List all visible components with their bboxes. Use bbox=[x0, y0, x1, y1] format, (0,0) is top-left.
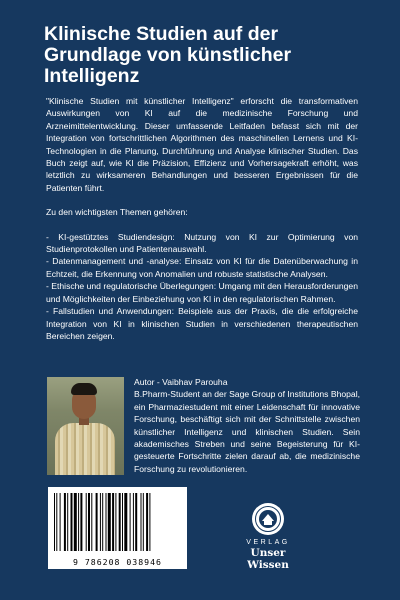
author-section bbox=[134, 376, 360, 475]
topic-item: - Datenmanagement und -analyse: Einsatz von KI für die Datenüberwachung in Echtzeit, die Erkennung von Anomalien und robuste statistische Analysen. bbox=[46, 256, 358, 279]
barcode-number: 9 786208 038946 bbox=[73, 557, 162, 567]
barcode-bars bbox=[54, 493, 181, 551]
title-line: Intelligenz bbox=[44, 65, 140, 87]
author-heading: Autor - Vaibhav Parouha bbox=[134, 377, 228, 387]
book-title bbox=[44, 24, 364, 87]
publisher-name: Unser Wissen bbox=[247, 547, 289, 571]
title-line: Grundlage von künstlicher bbox=[44, 44, 292, 66]
description-paragraph: "Klinische Studien mit künstlicher Intelligenz" erforscht die transformativen Auswirkungen von KI auf die medizinische Forschung und Arzneimittelentwicklung. Dieser umfassende Leitfaden befasst sich mit der Integration von fortschrittlichen Algorithmen des maschinellen Lernens und KI-Technologien in die Planung, Durchführung und Analyse klinischer Studien. Das Buch zeigt auf, wie KI die Präzision, Effizienz und Vorhersagekraft erhöht, was letztlich zu wirksameren Behandlungen und besseren Ergebnissen für die Patienten führt. bbox=[46, 96, 358, 193]
publisher-label: VERLAG bbox=[246, 539, 290, 546]
isbn-barcode bbox=[48, 487, 187, 569]
topic-item: - Ethische und regulatorische Überlegungen: Umgang mit den Herausforderungen und Möglichkeiten der Einbeziehung von KI in den regulatorischen Rahmen. bbox=[46, 281, 358, 304]
author-bio: B.Pharm-Student an der Sage Group of Institutions Bhopal, ein Pharmaziestudent mit einer Leidenschaft für innovative Forschung, beschäftigt sich mit der Schnittstelle zwischen künstlicher Intelligenz und klinischen Studien. Sein akademisches Streben und seine Begeisterung für KI-gesteuerte Fortschritte zielen darauf ab, die medizinische Forschung zu revolutionieren. bbox=[134, 389, 360, 474]
author-photo bbox=[47, 377, 124, 475]
blurb bbox=[46, 95, 358, 342]
publisher-logo bbox=[232, 502, 304, 571]
title-line: Klinische Studien auf der bbox=[44, 23, 279, 45]
topic-item: - Fallstudien und Anwendungen: Beispiele aus der Praxis, die die erfolgreiche Integration von KI in klinischen Studien in verschiedenen therapeutischen Bereichen zeigen. bbox=[46, 306, 358, 341]
publisher-seal-icon bbox=[251, 502, 285, 536]
topic-item: - KI-gestütztes Studiendesign: Nutzung von KI zur Optimierung von Studienprotokollen und Patientenauswahl. bbox=[46, 231, 358, 255]
topics-intro: Zu den wichtigsten Themen gehören: bbox=[46, 207, 188, 218]
